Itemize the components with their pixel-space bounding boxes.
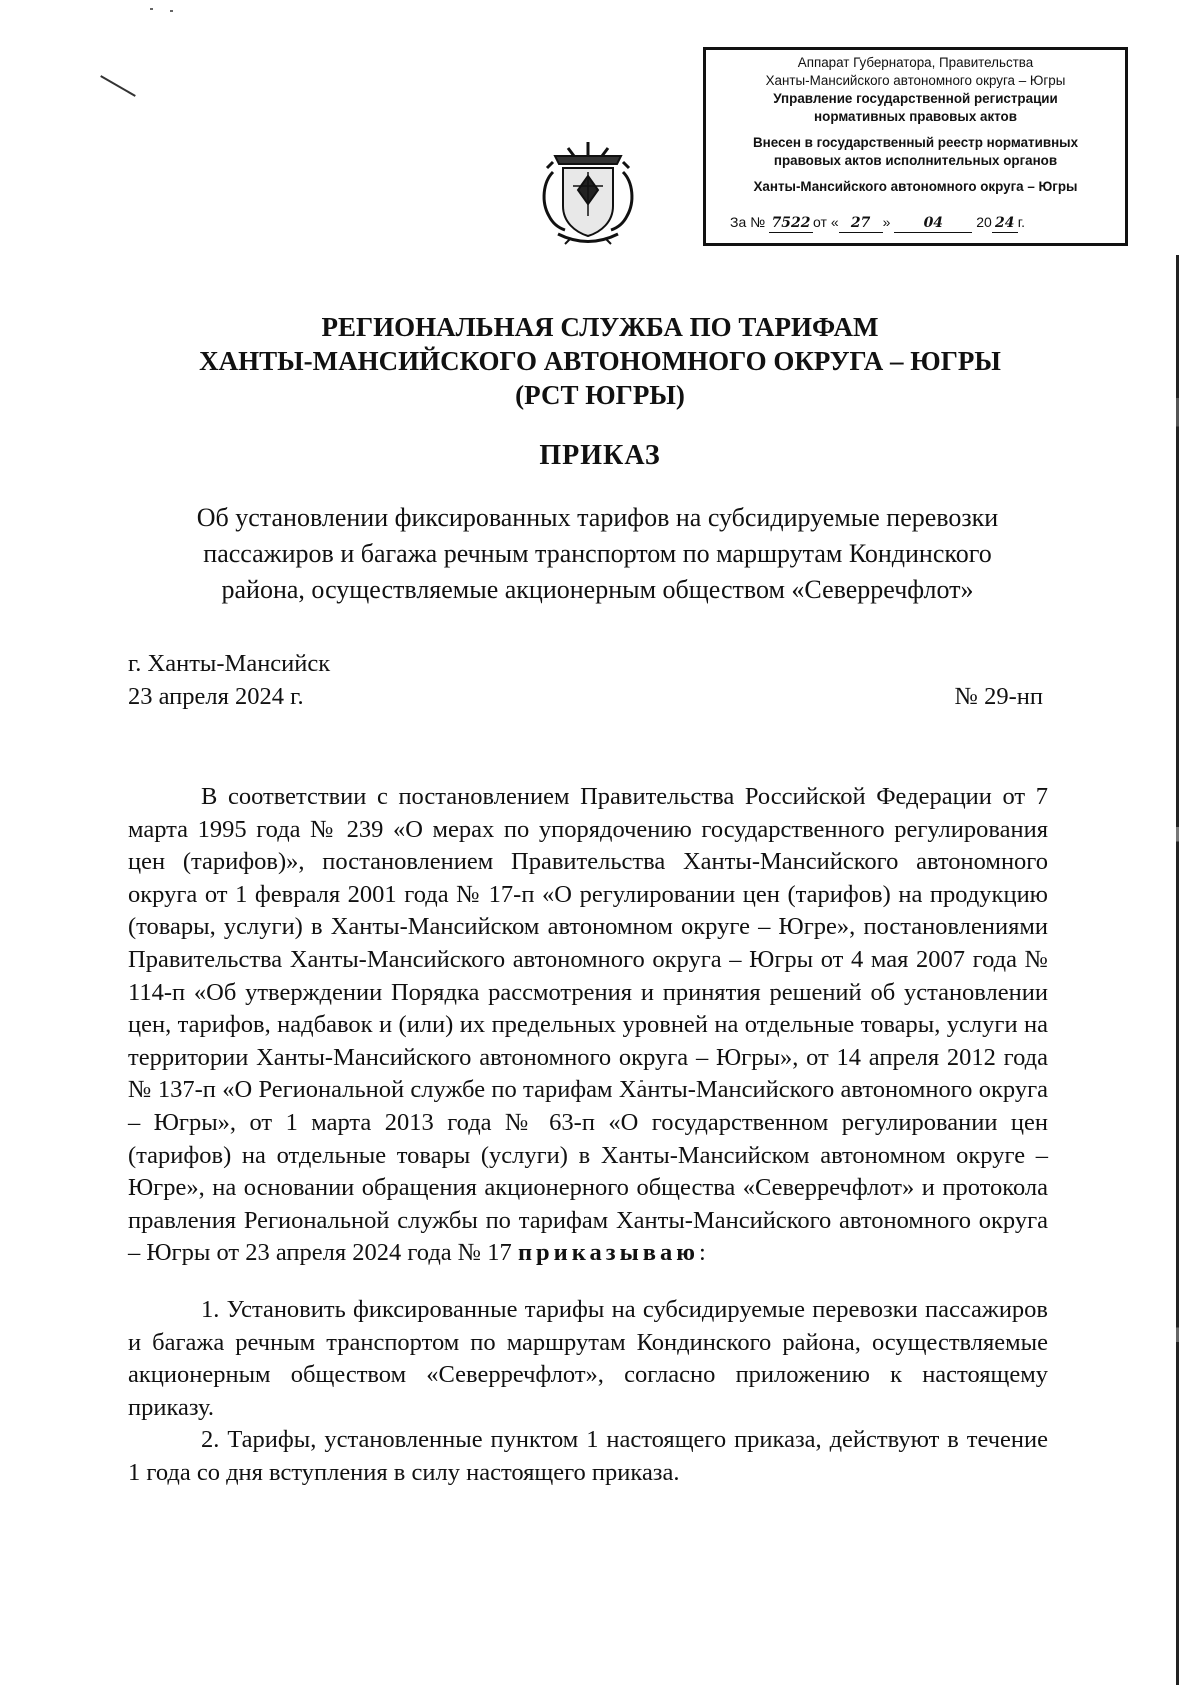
scan-edge-line [1176, 255, 1179, 1685]
order-number: № 29-нп [954, 683, 1043, 710]
scan-speck [170, 10, 173, 12]
document-type-title: ПРИКАЗ [539, 440, 661, 471]
stamp-reg-year-prefix: 20 [976, 214, 992, 230]
stamp-registration-row [730, 213, 1117, 233]
stamp-line: правовых актов исполнительных органов [773, 153, 1058, 168]
stamp-line: нормативных правовых актов [814, 109, 1017, 124]
scan-artifact-stroke [100, 75, 136, 97]
subject-line: пассажиров и багажа речным транспортом по маршрутам Кондинского [203, 539, 992, 568]
stamp-reg-close: » [882, 214, 891, 230]
order-colon: : [698, 1239, 706, 1267]
org-name-line2: ХАНТЫ-МАНСИЙСКОГО АВТОНОМНОГО ОКРУГА – ЮГРЫ [199, 346, 1001, 376]
org-name-line1: РЕГИОНАЛЬНАЯ СЛУЖБА ПО ТАРИФАМ [321, 312, 879, 342]
order-item-2: 2. Тарифы, установленные пунктом 1 настоящего приказа, действуют в течение 1 года со дня вступления в силу настоящего приказа. [128, 1426, 1048, 1486]
stamp-reg-number: 7522 [769, 214, 813, 233]
subject-line: Об установлении фиксированных тарифов на субсидируемые перевозки [196, 503, 999, 532]
stamp-reg-prefix: За № [730, 214, 766, 230]
stamp-reg-month: 04 [894, 214, 972, 233]
scan-speck [150, 8, 153, 10]
subject-line: района, осуществляемые акционерным обществом «Северречфлот» [221, 575, 974, 604]
order-verb: приказываю [517, 1239, 699, 1267]
stamp-line: Ханты-Мансийского автономного округа – Югры [765, 73, 1066, 88]
order-body [128, 781, 1048, 1489]
stamp-line: Управление государственной регистрации [773, 91, 1058, 106]
order-item-1: 1. Установить фиксированные тарифы на субсидируемые перевозки пассажиров и багажа речным транспортом по маршрутам Кондинского района, осуществляемые акционерным обществом «Северречфлот», согласно приложению к настоящему приказу. [128, 1295, 1048, 1421]
stamp-reg-year: 24 [992, 214, 1018, 233]
coat-of-arms-icon [533, 138, 643, 246]
stamp-reg-year-end: г. [1017, 214, 1026, 230]
stamp-reg-day: 27 [839, 214, 883, 233]
registration-stamp [703, 47, 1128, 246]
order-subject [130, 500, 1065, 608]
stamp-reg-from: от « [813, 214, 839, 230]
stamp-line: Аппарат Губернатора, Правительства [797, 55, 1034, 70]
stamp-line: Ханты-Мансийского автономного округа – Югры [753, 179, 1078, 194]
issue-place: г. Ханты-Мансийск [128, 650, 331, 677]
org-name-abbr: (РСТ ЮГРЫ) [515, 380, 685, 410]
issue-date: 23 апреля 2024 г. [128, 683, 304, 710]
preamble-paragraph [128, 781, 1048, 1270]
stamp-line: Внесен в государственный реестр нормативных [752, 135, 1079, 150]
preamble-text: В соответствии с постановлением Правительства Российской Федерации от 7 марта 1995 года № 239 «О мерах по упорядочению государственного регулирования цен (тарифов)», постановлением Правительства Ханты-Мансийского автономного округа от 1 февраля 2001 года № 17-п «О регулировании цен (тарифов) на продукцию (товары, услуги) в Ханты-Мансийском автономном округе – Югре», постановлениями Правительства Ханты-Мансийского автономного округа – Югры от 4 мая 2007 года № 114-п «Об утверждении Порядка рассмотрения и принятия решений об установлении цен, тарифов, надбавок и (или) их предельных уровней на отдельные товары, услуги на территории Ханты-Мансийского автономного округа – Югры», от 14 апреля 2012 года № 137-п «О Региональной службе по тарифам Ханты-Мансийского автономного округа – Югры», от 1 марта 2013 года № 63-п «О государственном регулировании цен (тарифов) на отдельные товары (услуги) в Ханты-Мансийском автономном округе – Югре», на основании обращения акционерного общества «Северречфлот» и протокола правления Региональной службы по тарифам Ханты-Мансийского автономного округа – Югры от 23 апреля 2024 года № 17 [128, 783, 1048, 1267]
